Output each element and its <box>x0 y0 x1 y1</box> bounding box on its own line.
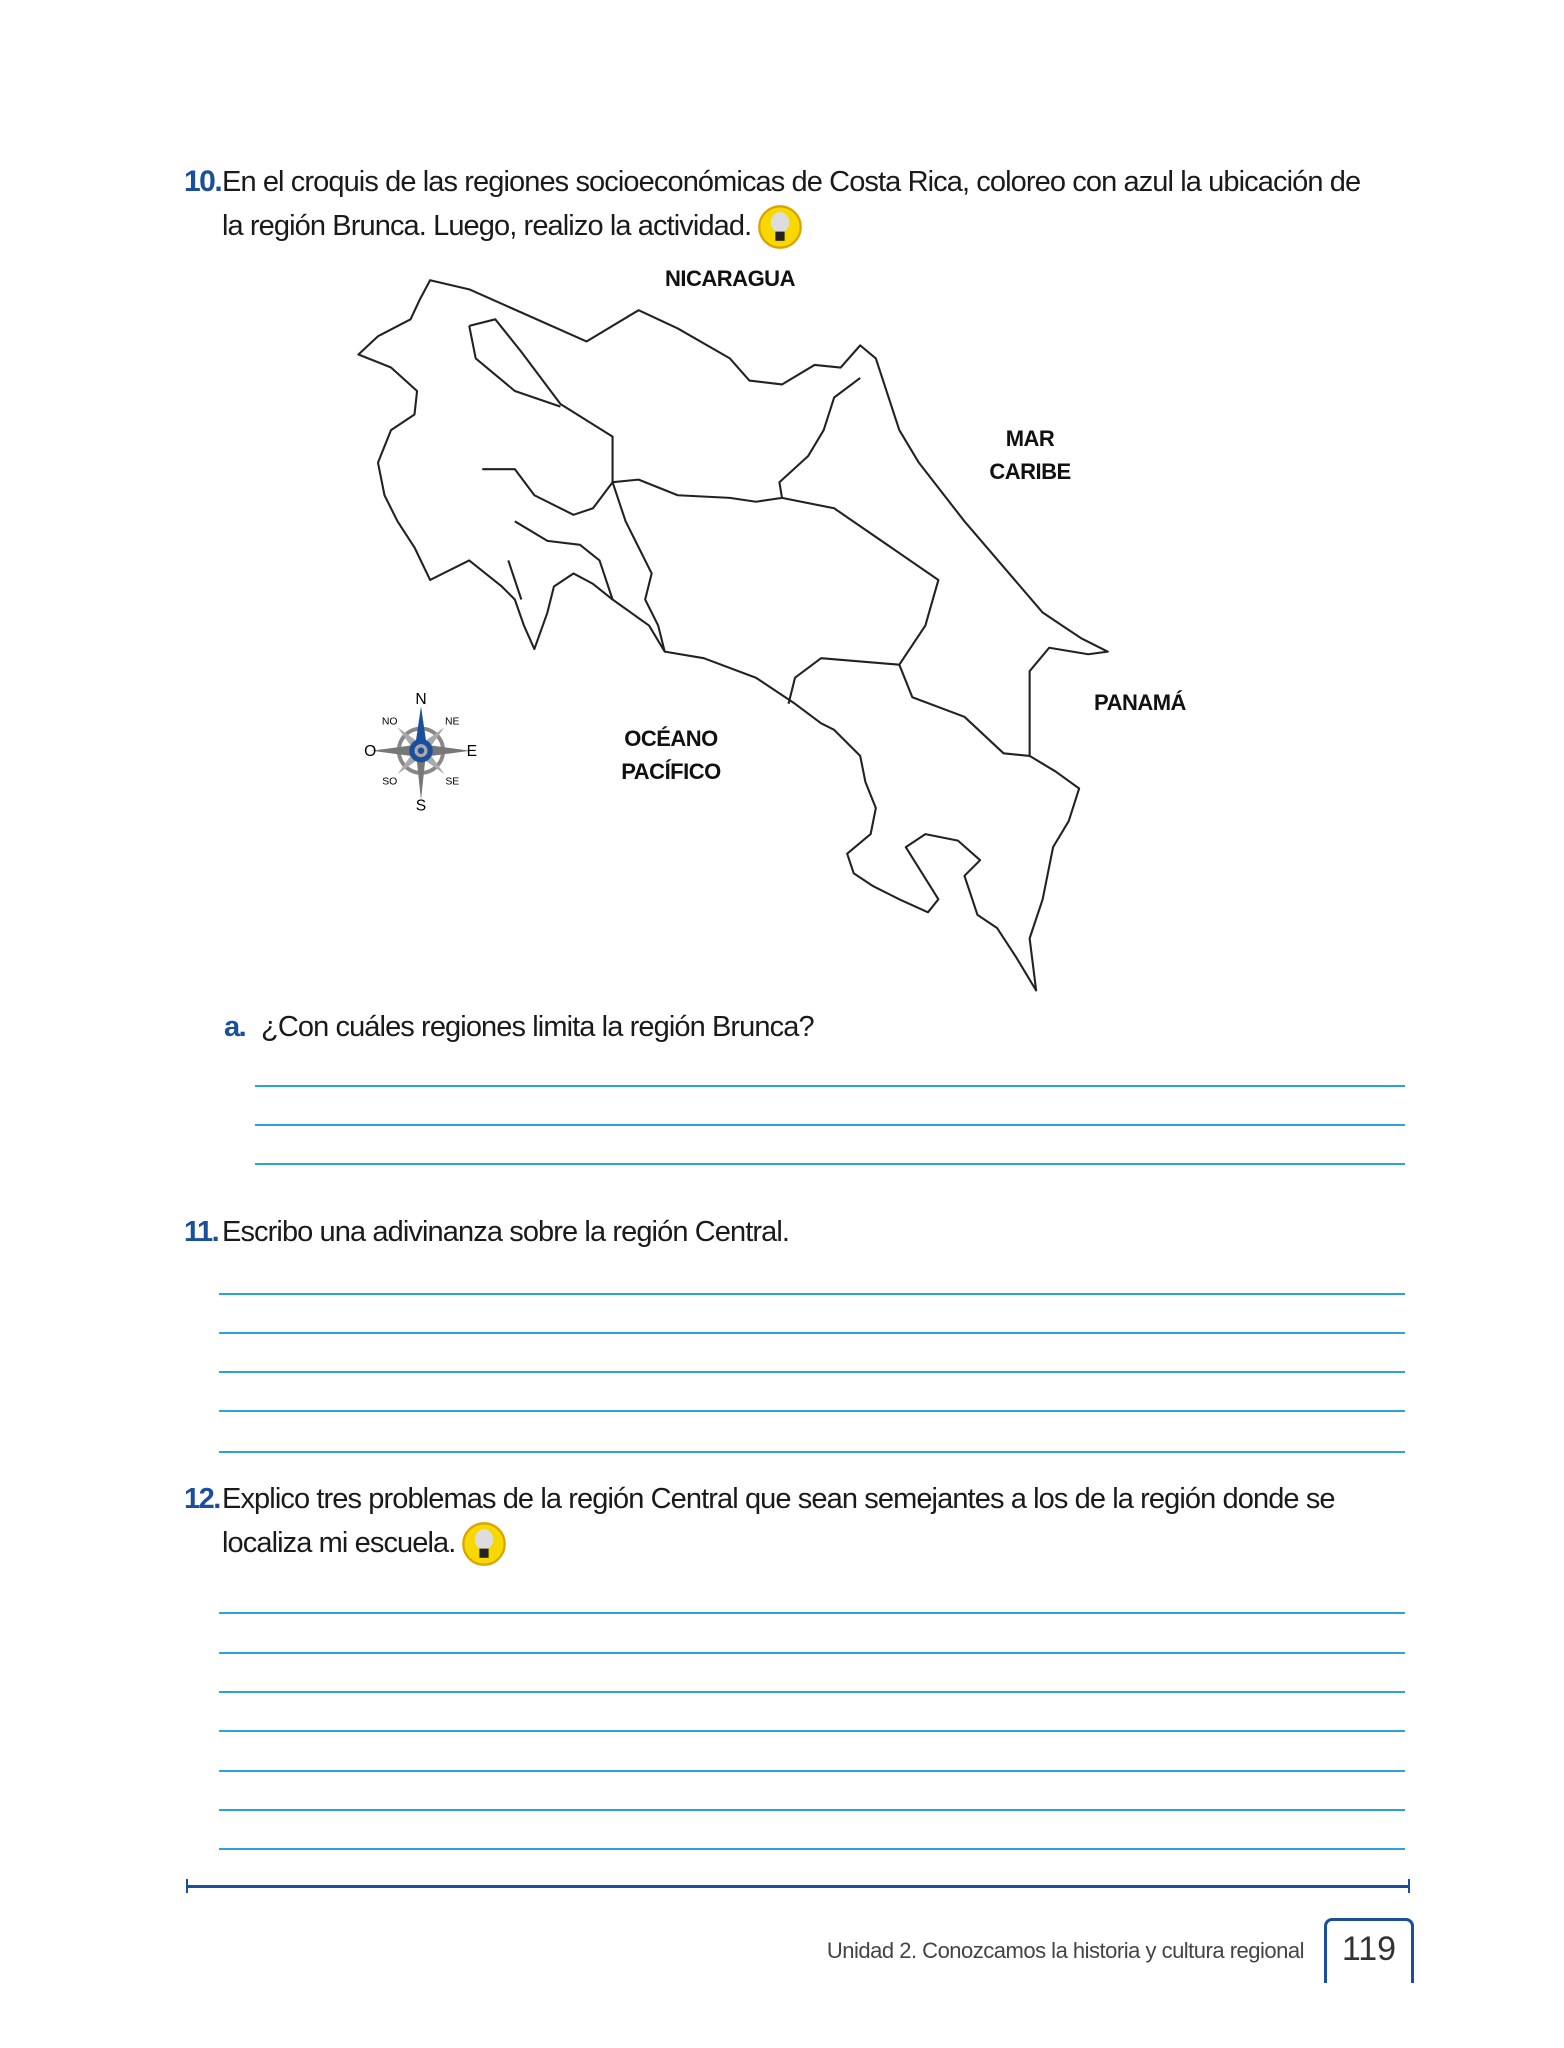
question-12-line1: Explico tres problemas de la región Central que sean semejantes a los de la región donde se <box>222 1483 1335 1515</box>
label-oceano: OCÉANO <box>624 726 718 751</box>
label-nicaragua: NICARAGUA <box>665 266 795 291</box>
region-border <box>782 498 938 704</box>
answer-line[interactable] <box>219 1848 1405 1850</box>
region-border <box>899 665 1029 756</box>
answer-line[interactable] <box>219 1451 1405 1453</box>
answer-line[interactable] <box>219 1410 1405 1412</box>
answer-line[interactable] <box>255 1085 1405 1087</box>
region-border <box>469 326 560 407</box>
label-pacifico: PACÍFICO <box>621 759 721 784</box>
answer-line[interactable] <box>255 1163 1405 1165</box>
compass-ne: NE <box>445 716 460 728</box>
compass-se: SE <box>445 776 460 788</box>
compass-no: NO <box>381 716 398 728</box>
question-number-11: 11. <box>184 1216 219 1248</box>
answer-line[interactable] <box>219 1612 1405 1614</box>
answer-line[interactable] <box>219 1730 1405 1732</box>
answer-line[interactable] <box>219 1371 1405 1373</box>
answer-line[interactable] <box>219 1293 1405 1295</box>
label-mar: MAR <box>1005 426 1055 451</box>
label-caribe: CARIBE <box>989 459 1071 484</box>
question-12 <box>222 1477 1412 1567</box>
region-border <box>469 319 612 514</box>
question-12-line2: localiza mi escuela. <box>222 1527 456 1559</box>
subquestion-a: ¿Con cuáles regiones limita la región Brunca? <box>261 1011 814 1043</box>
question-number-12: 12. <box>184 1483 220 1515</box>
label-oceano-pacifico <box>600 722 742 788</box>
question-number-10: 10. <box>184 165 222 198</box>
answer-line[interactable] <box>219 1691 1405 1693</box>
label-panama: PANAMÁ <box>1094 690 1186 715</box>
answer-line[interactable] <box>219 1652 1405 1654</box>
compass-o: O <box>364 742 377 760</box>
lightbulb-icon <box>461 1521 507 1567</box>
answer-line[interactable] <box>219 1809 1405 1811</box>
compass-rose <box>364 691 477 815</box>
answer-line[interactable] <box>255 1124 1405 1126</box>
subquestion-letter-a: a. <box>224 1011 246 1043</box>
compass-so: SO <box>382 776 398 788</box>
compass-e: E <box>466 742 478 760</box>
region-border <box>613 482 665 651</box>
question-11: Escribo una adivinanza sobre la región Central. <box>222 1216 790 1248</box>
country-outline <box>358 280 1107 990</box>
compass-n: N <box>415 690 427 708</box>
footer-unit-title: Unidad 2. Conozcamos la historia y cultura regional <box>826 1938 1304 1963</box>
page-number: 119 <box>1324 1918 1414 1983</box>
region-border <box>613 378 861 502</box>
answer-line[interactable] <box>219 1770 1405 1772</box>
question-10-line1: En el croquis de las regiones socioeconómicas de Costa Rica, coloreo con azul la ubicación de <box>222 166 1361 198</box>
compass-s: S <box>415 797 427 815</box>
footer-rule <box>186 1885 1410 1888</box>
label-mar-caribe <box>960 422 1100 488</box>
answer-line[interactable] <box>219 1332 1405 1334</box>
question-10-line2: la región Brunca. Luego, realizo la actividad. <box>222 210 752 242</box>
